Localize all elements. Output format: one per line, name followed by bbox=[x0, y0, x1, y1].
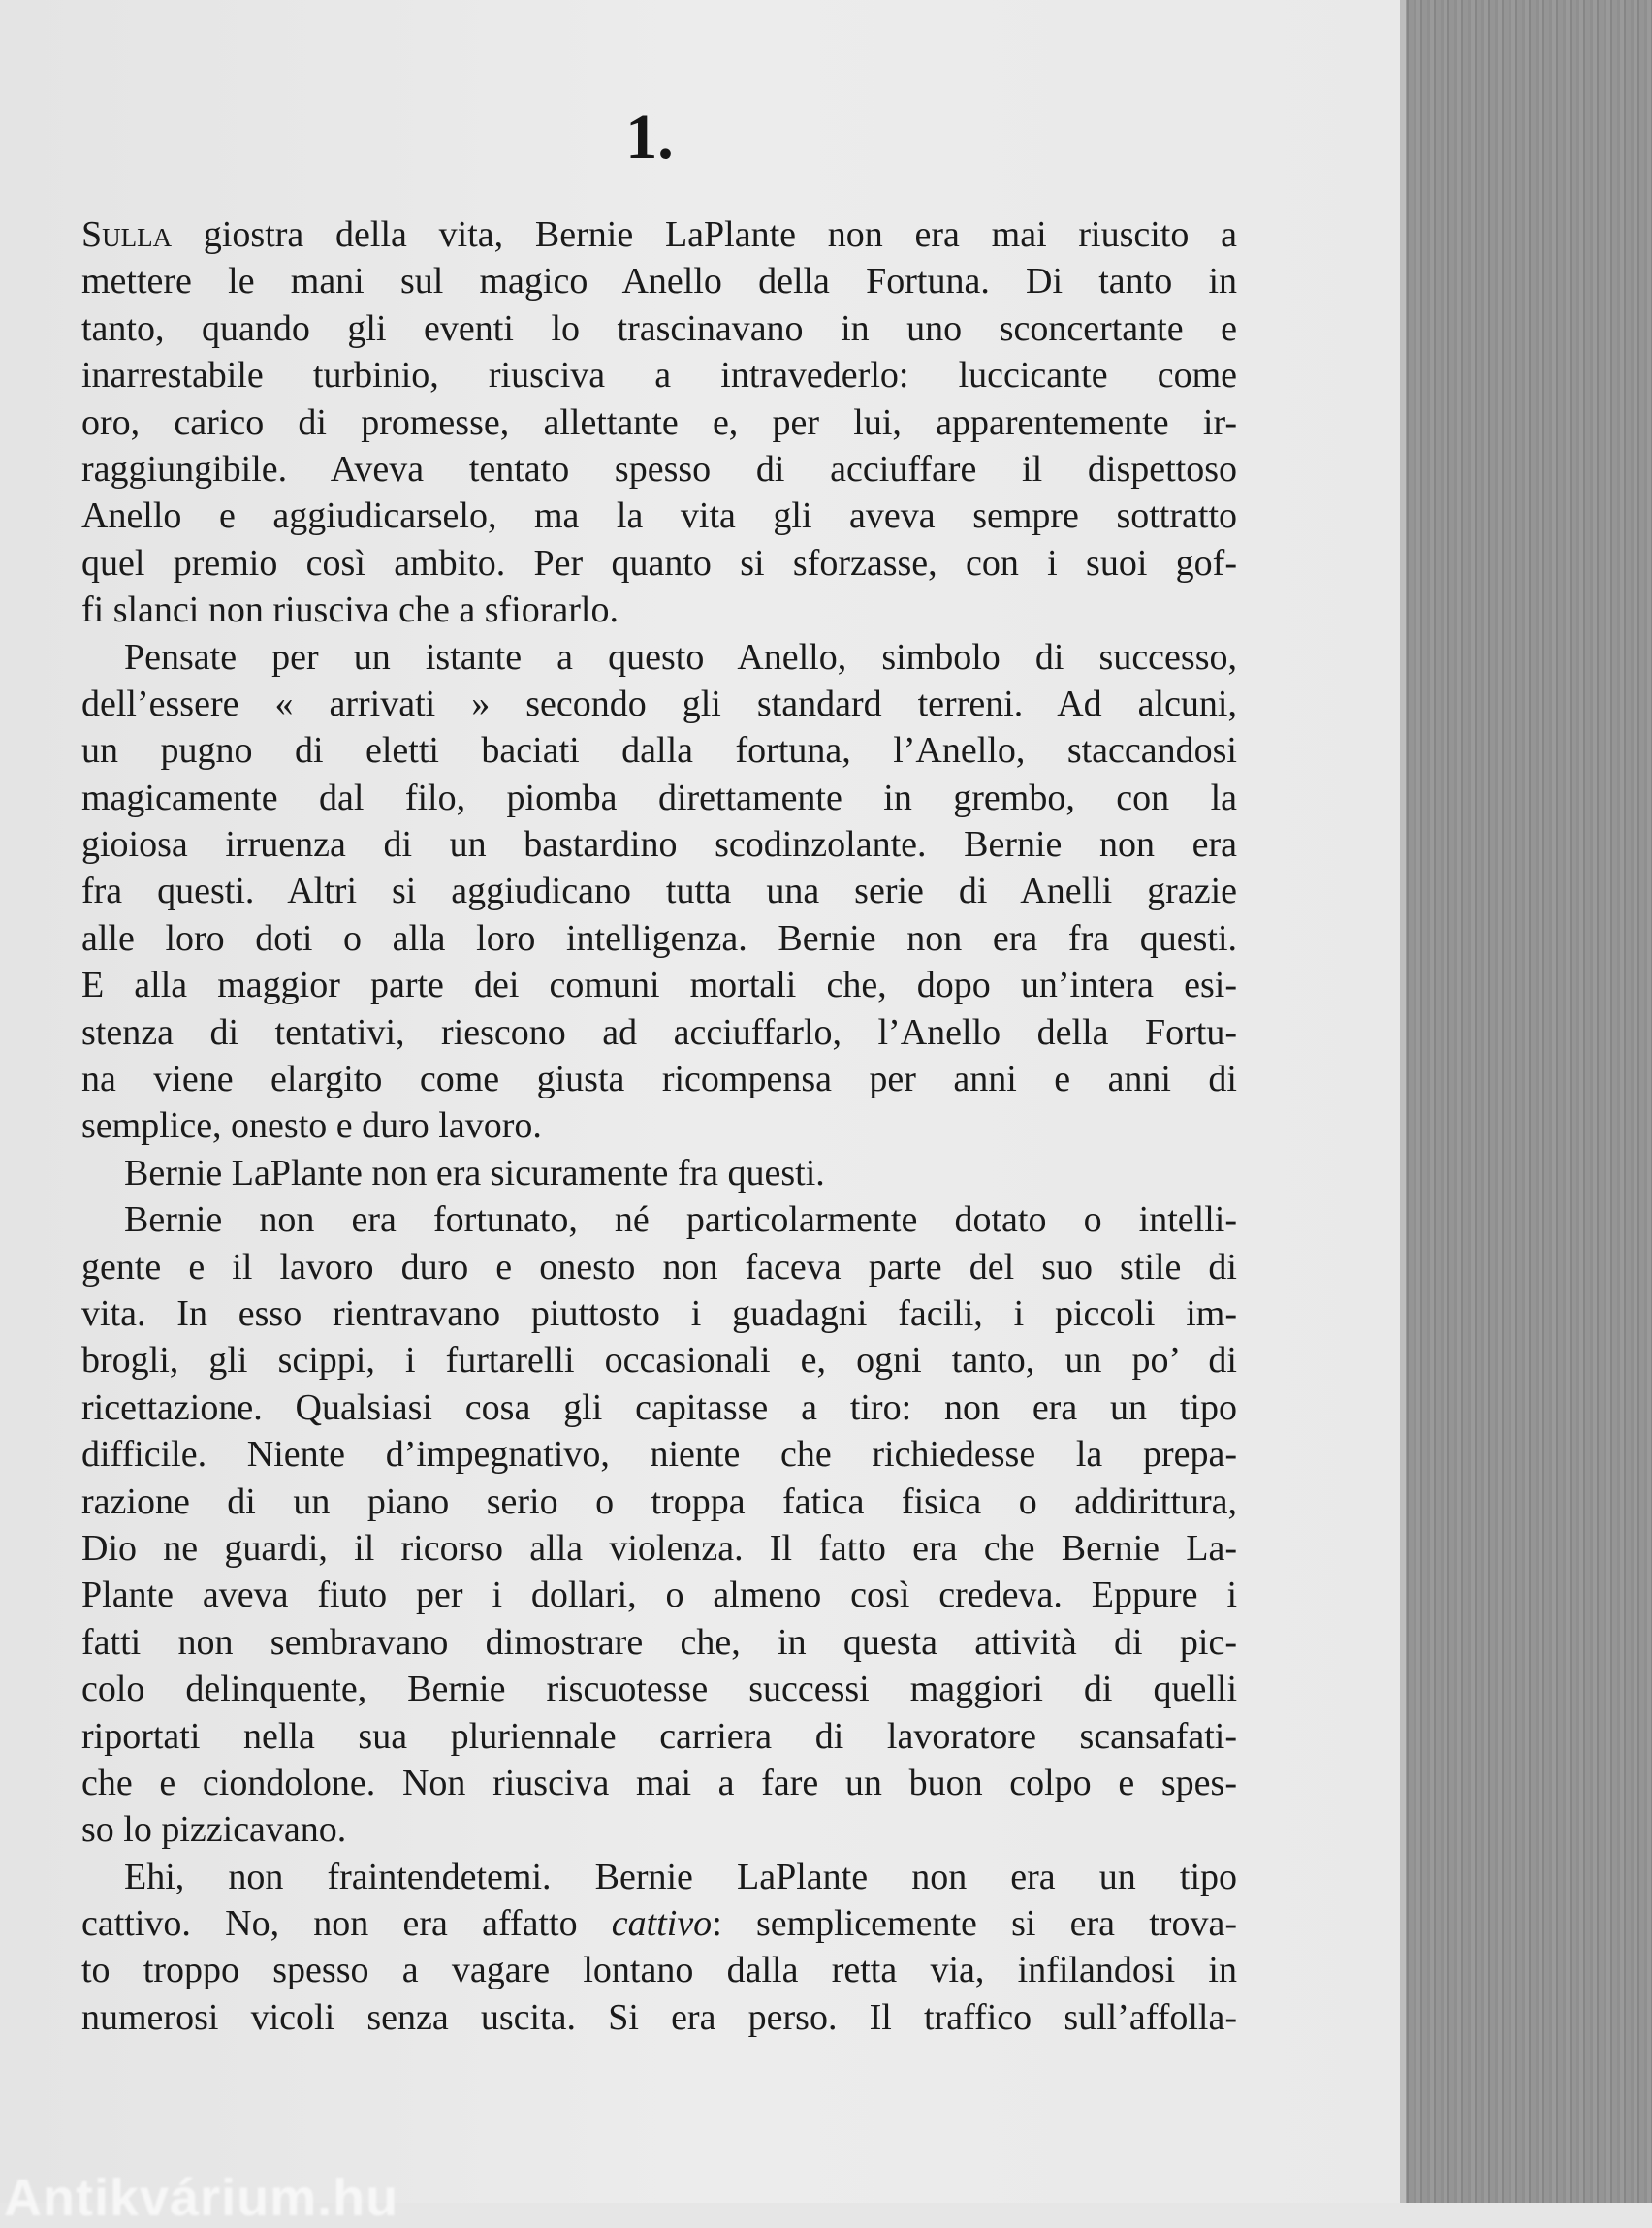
text-segment: inarrestabile turbinio, riusciva a intravederlo: luccicante come bbox=[81, 355, 1237, 397]
text-segment: Bernie non era fortunato, né particolarmente dotato o intelli- bbox=[124, 1199, 1237, 1241]
text-segment: magicamente dal filo, piomba direttamente in grembo, con la bbox=[81, 777, 1237, 818]
text-segment: stenza di tentativi, riescono ad acciuffarlo, l’Anello della Fortu- bbox=[81, 1011, 1237, 1053]
text-line bbox=[81, 1666, 1237, 1712]
text-line bbox=[81, 305, 1237, 352]
text-line bbox=[81, 1479, 1237, 1525]
text-segment: ricettazione. Qualsiasi cosa gli capitasse a tiro: non era un tipo bbox=[81, 1386, 1237, 1428]
text-line bbox=[81, 1525, 1237, 1572]
text-line bbox=[81, 1102, 1237, 1149]
text-line bbox=[81, 1854, 1237, 1900]
text-segment: fatti non sembravano dimostrare che, in questa attività di pic- bbox=[81, 1621, 1237, 1663]
text-segment: tanto, quando gli eventi lo trascinavano in uno sconcertante e bbox=[81, 307, 1237, 349]
text-segment: raggiungibile. Aveva tentato spesso di acciuffare il dispettoso bbox=[81, 448, 1237, 490]
chapter-body-text bbox=[81, 211, 1237, 2041]
small-caps-text: Sulla bbox=[81, 214, 173, 255]
text-line bbox=[81, 1150, 1237, 1196]
text-segment: gioiosa irruenza di un bastardino scodinzolante. Bernie non era bbox=[81, 824, 1237, 866]
text-segment: riportati nella sua pluriennale carriera di lavoratore scansafati- bbox=[81, 1715, 1237, 1757]
text-line bbox=[81, 962, 1237, 1008]
text-segment: colo delinquente, Bernie riscuotesse successi maggiori di quelli bbox=[81, 1669, 1237, 1710]
text-segment: vita. In esso rientravano piuttosto i guadagni facili, i piccoli im- bbox=[81, 1292, 1237, 1334]
text-line bbox=[81, 821, 1237, 868]
text-line bbox=[81, 446, 1237, 493]
text-segment: mettere le mani sul magico Anello della Fortuna. Di tanto in bbox=[81, 261, 1237, 302]
text-line bbox=[81, 1431, 1237, 1478]
text-line bbox=[81, 1290, 1237, 1337]
text-line bbox=[81, 587, 1237, 633]
text-line bbox=[81, 775, 1237, 821]
text-segment: Dio ne guardi, il ricorso alla violenza. Il fatto era che Bernie La- bbox=[81, 1527, 1237, 1569]
text-segment: difficile. Niente d’impegnativo, niente che richiedesse la prepa- bbox=[81, 1434, 1237, 1476]
text-line bbox=[81, 1572, 1237, 1618]
text-line bbox=[81, 540, 1237, 587]
text-segment: Ehi, non fraintendetemi. Bernie LaPlante non era un tipo bbox=[124, 1856, 1237, 1897]
text-line bbox=[81, 258, 1237, 304]
text-segment: giostra della vita, Bernie LaPlante non era mai riuscito a bbox=[172, 214, 1237, 255]
text-segment: na viene elargito come giusta ricompensa per anni e anni di bbox=[81, 1059, 1237, 1100]
text-line bbox=[81, 634, 1237, 681]
text-segment: semplice, onesto e duro lavoro. bbox=[81, 1105, 542, 1147]
text-segment: alle loro doti o alla loro intelligenza. Bernie non era fra questi. bbox=[81, 917, 1237, 959]
text-segment: oro, carico di promesse, allettante e, per lui, apparentemente ir- bbox=[81, 401, 1237, 443]
text-line bbox=[81, 727, 1237, 774]
page-edge-background bbox=[1400, 0, 1652, 2203]
text-line bbox=[81, 1713, 1237, 1760]
text-segment: cattivo. No, non era affatto bbox=[81, 1903, 612, 1945]
text-line bbox=[81, 1196, 1237, 1243]
text-line bbox=[81, 1806, 1237, 1853]
text-line bbox=[81, 868, 1237, 914]
text-segment: so lo pizzicavano. bbox=[81, 1809, 347, 1851]
text-line bbox=[81, 399, 1237, 446]
text-line bbox=[81, 681, 1237, 727]
text-segment: fi slanci non riusciva che a sfiorarlo. bbox=[81, 589, 619, 631]
text-segment: numerosi vicoli senza uscita. Si era perso. Il traffico sull’affolla- bbox=[81, 1996, 1237, 2038]
text-line bbox=[81, 1900, 1237, 1947]
text-segment: fra questi. Altri si aggiudicano tutta una serie di Anelli grazie bbox=[81, 871, 1237, 912]
text-line bbox=[81, 1994, 1237, 2041]
text-segment: dell’essere « arrivati » secondo gli standard terreni. Ad alcuni, bbox=[81, 683, 1237, 724]
text-segment: Anello e aggiudicarselo, ma la vita gli aveva sempre sottratto bbox=[81, 495, 1237, 537]
watermark: Antikvárium.hu bbox=[4, 2169, 399, 2227]
text-line bbox=[81, 1385, 1237, 1431]
text-line bbox=[81, 1009, 1237, 1056]
text-segment: to troppo spesso a vagare lontano dalla retta via, infilandosi in bbox=[81, 1950, 1237, 1991]
text-segment: quel premio così ambito. Per quanto si sforzasse, con i suoi gof- bbox=[81, 542, 1237, 584]
text-line bbox=[81, 1244, 1237, 1290]
text-segment: Plante aveva fiuto per i dollari, o almeno così credeva. Eppure i bbox=[81, 1575, 1237, 1616]
text-line bbox=[81, 1760, 1237, 1806]
text-segment: Bernie LaPlante non era sicuramente fra questi. bbox=[124, 1152, 825, 1194]
text-segment: E alla maggior parte dei comuni mortali che, dopo un’intera esi- bbox=[81, 965, 1237, 1006]
text-segment: Pensate per un istante a questo Anello, simbolo di successo, bbox=[124, 636, 1237, 678]
italic-text: cattivo bbox=[611, 1903, 713, 1945]
text-line bbox=[81, 1337, 1237, 1384]
text-segment: razione di un piano serio o troppa fatica fisica o addirittura, bbox=[81, 1480, 1237, 1522]
text-segment: : semplicemente si era trova- bbox=[712, 1903, 1237, 1945]
text-segment: che e ciondolone. Non riusciva mai a fare un buon colpo e spes- bbox=[81, 1762, 1237, 1803]
text-line bbox=[81, 1619, 1237, 1666]
text-line bbox=[81, 1056, 1237, 1102]
text-line bbox=[81, 1947, 1237, 1993]
text-segment: gente e il lavoro duro e onesto non faceva parte del suo stile di bbox=[81, 1246, 1237, 1288]
text-line bbox=[81, 915, 1237, 962]
text-segment: brogli, gli scippi, i furtarelli occasionali e, ogni tanto, un po’ di bbox=[81, 1340, 1237, 1382]
chapter-number: 1. bbox=[625, 102, 674, 173]
text-line bbox=[81, 211, 1237, 258]
text-line bbox=[81, 352, 1237, 398]
text-segment: un pugno di eletti baciati dalla fortuna, l’Anello, staccandosi bbox=[81, 730, 1237, 772]
text-line bbox=[81, 493, 1237, 539]
